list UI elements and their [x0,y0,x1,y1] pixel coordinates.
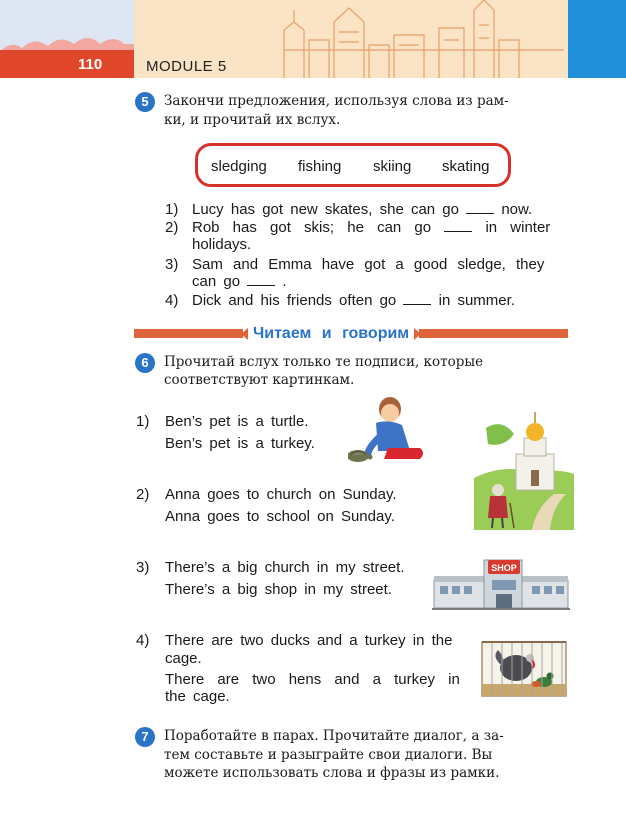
sentence-3-end: . [275,273,287,290]
exercise-6-instruction-line2: соответствуют картинкам. [164,372,355,388]
sentence-2-end: in winter [472,219,551,236]
exercise-7-instruction-line1: Поработайте в парах. Прочитайте диалог, а за- [164,728,504,744]
woman-going-to-church-picture [474,408,574,530]
blank-2[interactable] [444,219,472,232]
item-3-option-a[interactable]: There’s a big church in my street. [165,559,405,576]
turkey-in-cage-picture [478,638,570,700]
item-2-option-b[interactable]: Anna goes to school on Sunday. [165,508,395,525]
exercise-7-number: 7 [135,727,155,747]
sentence-1-end: now. [494,201,533,218]
sentence-4-number: 4) [165,292,179,309]
blank-1[interactable] [466,201,494,214]
item-4-number: 4) [136,632,150,649]
item-4-option-b-line1[interactable]: There are two hens and a turkey in [165,671,460,688]
sentence-3-number: 3) [165,256,179,273]
header-right-panel [568,0,626,78]
sentence-3-text: can go [192,273,248,290]
word-sledging: sledging [211,158,267,175]
section-title [243,323,419,345]
sentence-1-text: Lucy has got new skates, she can go [192,201,467,218]
page-number-tab [0,50,134,78]
sentence-2-text: Rob has got skis; he can go [192,219,445,236]
word-skiing: skiing [373,158,412,175]
shop-sign: SHOP [491,563,517,573]
item-1-number: 1) [136,413,150,430]
item-1-option-a[interactable]: Ben’s pet is a turtle. [165,413,309,430]
sentence-3-line1: Sam and Emma have got a good sledge, they [192,256,545,273]
sentence-2-line2: holidays. [192,236,252,253]
shopping-centre-picture [432,556,570,611]
item-4-option-a-line1[interactable]: There are two ducks and a turkey in the [165,632,453,649]
sentence-3 [192,273,568,291]
boy-with-turtle-picture [348,393,428,468]
page-number: 110 [78,56,103,73]
exercise-5-number: 5 [135,92,155,112]
item-2-option-a[interactable]: Anna goes to church on Sunday. [165,486,397,503]
exercise-7-instruction-line3: можете использовать слова и фразы из рамки. [164,765,500,781]
item-4-option-a-line2[interactable]: cage. [165,650,202,667]
word-fishing: fishing [298,158,342,175]
exercise-7-instruction-line2: тем составьте и разыграйте свои диалоги. Вы [164,747,493,763]
exercise-6-number: 6 [135,353,155,373]
sentence-4-end: in summer. [431,292,515,309]
sentence-1 [192,201,568,219]
word-skating: skating [442,158,490,175]
module-title: MODULE 5 [146,58,227,75]
exercise-5-instruction-line2: ки, и прочитай их вслух. [164,112,341,128]
item-3-option-b[interactable]: There’s a big shop in my street. [165,581,392,598]
sentence-2-number: 2) [165,219,179,236]
blank-3[interactable] [247,273,275,286]
exercise-5-instruction-line1: Закончи предложения, используя слова из рам- [164,93,509,109]
sentence-4 [192,292,568,310]
item-1-option-b[interactable]: Ben’s pet is a turkey. [165,435,315,452]
sentence-1-number: 1) [165,201,179,218]
item-2-number: 2) [136,486,150,503]
sentence-4-text: Dick and his friends often go [192,292,404,309]
item-4-option-b-line2[interactable]: the cage. [165,688,230,705]
item-3-number: 3) [136,559,150,576]
sentence-2 [192,219,568,237]
blank-4[interactable] [403,292,431,305]
section-title-text: Читаем и говорим [253,325,410,342]
exercise-6-instruction-line1: Прочитай вслух только те подписи, которые [164,354,484,370]
